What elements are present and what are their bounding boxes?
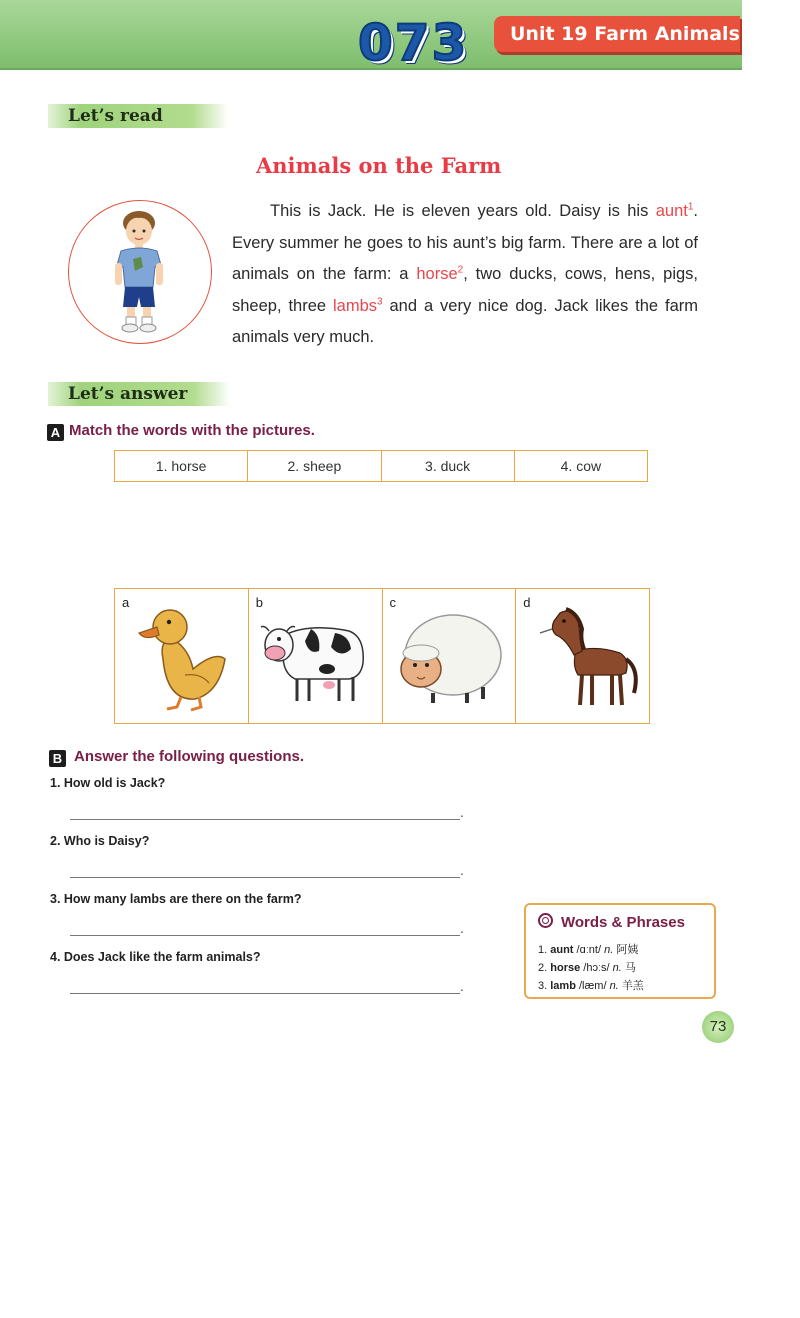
duck-illustration bbox=[115, 589, 248, 723]
answer-period: . bbox=[460, 806, 464, 820]
horse-illustration bbox=[516, 589, 649, 723]
lets-answer-tag: Let’s answer bbox=[48, 382, 230, 406]
story-text bbox=[232, 196, 698, 354]
boy-illustration bbox=[69, 201, 211, 343]
entry-word: aunt bbox=[550, 944, 574, 956]
word-entry bbox=[538, 941, 638, 957]
question-2: 2. Who is Daisy? bbox=[50, 834, 150, 848]
target-icon bbox=[538, 913, 553, 928]
question-3: 3. How many lambs are there on the farm? bbox=[50, 892, 302, 906]
words-phrases-box bbox=[524, 903, 716, 999]
part-b-instruction: Answer the following questions. bbox=[74, 748, 305, 765]
answer-line-3[interactable] bbox=[70, 935, 460, 936]
story-title: Animals on the Farm bbox=[256, 153, 502, 178]
picture-table bbox=[114, 588, 650, 724]
picture-letter: d bbox=[523, 595, 531, 610]
words-phrases-title-text: Words & Phrases bbox=[561, 914, 685, 931]
answer-period: . bbox=[460, 980, 464, 994]
word-cell: 2. sheep bbox=[248, 451, 381, 481]
word-cell: 4. cow bbox=[560, 458, 602, 474]
boy-illustration-frame bbox=[68, 200, 212, 344]
picture-cell-d bbox=[516, 589, 649, 723]
entry-meaning: 马 bbox=[624, 962, 636, 974]
story-part: and a very nice dog. Jack likes the farm animals very much. bbox=[232, 296, 698, 347]
entry-phonetic: /læm/ bbox=[579, 980, 607, 992]
story-part: This is Jack. He is eleven years old. Daisy is his bbox=[270, 202, 656, 220]
footnote-1: 1 bbox=[687, 201, 694, 213]
entry-number: 3. bbox=[538, 980, 548, 992]
entry-number: 1. bbox=[538, 944, 548, 956]
picture-letter: a bbox=[122, 595, 130, 610]
entry-word: horse bbox=[550, 962, 581, 974]
entry-pos: n. bbox=[604, 944, 614, 956]
keyword-lambs: lambs bbox=[333, 296, 378, 315]
page-number-large: 073 bbox=[358, 14, 469, 72]
entry-number: 2. bbox=[538, 962, 548, 974]
part-a-instruction: Match the words with the pictures. bbox=[69, 422, 315, 439]
answer-line-2[interactable] bbox=[70, 877, 460, 878]
lets-read-tag: Let’s read bbox=[48, 104, 228, 128]
answer-period: . bbox=[460, 864, 464, 878]
word-entry bbox=[538, 977, 644, 993]
entry-word: lamb bbox=[550, 980, 576, 992]
picture-cell-c bbox=[383, 589, 517, 723]
entry-phonetic: /ɑːnt/ bbox=[576, 944, 602, 956]
word-cell: 1. horse bbox=[115, 451, 248, 481]
picture-letter: b bbox=[255, 595, 263, 610]
footnote-3: 3 bbox=[377, 296, 383, 308]
part-b-heading bbox=[49, 748, 304, 767]
question-4: 4. Does Jack like the farm animals? bbox=[50, 950, 261, 964]
picture-cell-a bbox=[115, 589, 249, 723]
question-1: 1. How old is Jack? bbox=[50, 776, 166, 790]
keyword-horse: horse bbox=[416, 265, 458, 284]
words-phrases-title bbox=[538, 913, 685, 931]
picture-letter: c bbox=[389, 595, 396, 610]
page-number-footer: 73 bbox=[702, 1011, 734, 1043]
unit-title-tab: Unit 19 Farm Animals bbox=[494, 16, 740, 52]
answer-period: . bbox=[460, 922, 464, 936]
entry-pos: n. bbox=[612, 962, 622, 974]
part-a-heading bbox=[47, 422, 315, 441]
sheep-illustration bbox=[383, 589, 516, 723]
footnote-2: 2 bbox=[457, 264, 464, 276]
keyword-aunt: aunt bbox=[655, 202, 688, 220]
story-part: , two ducks, cows, hens, pigs, sheep, three bbox=[232, 265, 698, 315]
part-a-badge: A bbox=[47, 424, 64, 441]
word-entry bbox=[538, 959, 636, 975]
entry-meaning: 羊羔 bbox=[621, 980, 644, 992]
cow-illustration bbox=[249, 589, 382, 723]
picture-cell-b bbox=[249, 589, 383, 723]
story-paragraph bbox=[232, 196, 698, 354]
answer-line-1[interactable] bbox=[70, 819, 460, 820]
entry-meaning: 阿姨 bbox=[616, 944, 639, 956]
entry-pos: n. bbox=[609, 980, 619, 992]
word-cell: 3. duck bbox=[382, 451, 515, 481]
story-part: . Every summer he goes to his aunt’s big farm. There are a lot of animals on the farm: a bbox=[232, 202, 698, 284]
entry-phonetic: /hɔːs/ bbox=[583, 962, 610, 974]
part-b-badge: B bbox=[49, 750, 66, 767]
word-table bbox=[114, 450, 648, 482]
answer-line-4[interactable] bbox=[70, 993, 460, 994]
